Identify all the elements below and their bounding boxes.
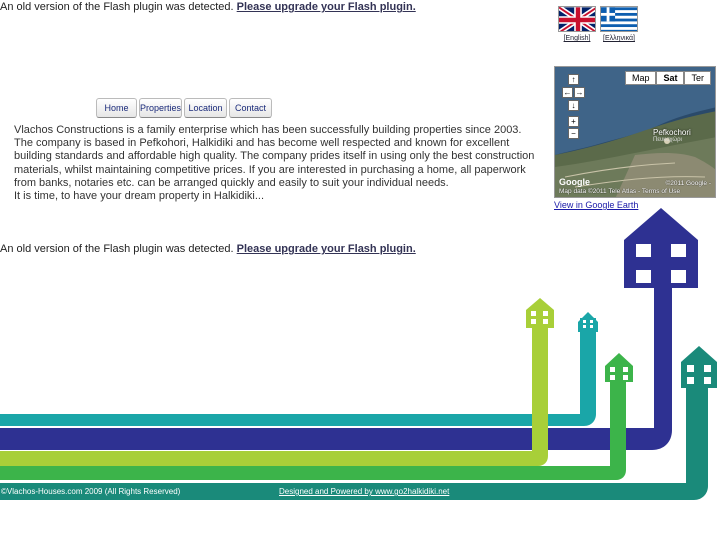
- terrain-button[interactable]: Ter: [684, 71, 711, 85]
- teal-stripe: [0, 318, 596, 426]
- lime-house-icon: [526, 298, 554, 328]
- location-map[interactable]: [554, 66, 716, 198]
- navy-house-icon: [624, 208, 698, 288]
- teal-house-icon: [578, 312, 598, 332]
- footer-copyright: ©Vlachos-Houses.com 2009 (All Rights Reserved): [1, 487, 181, 496]
- flash-upgrade-link-2[interactable]: Please upgrade your Flash plugin.: [236, 243, 416, 255]
- map-place-label: Pefkochori: [653, 128, 691, 137]
- tab-properties[interactable]: Properties: [139, 98, 182, 118]
- intro-text: [14, 124, 539, 203]
- tab-location[interactable]: Location: [184, 98, 227, 118]
- darkteal-house-icon: [681, 346, 717, 388]
- satellite-button[interactable]: Sat: [656, 71, 684, 85]
- pan-up-icon[interactable]: ↑: [568, 74, 579, 85]
- greek-flag-icon[interactable]: [600, 6, 638, 32]
- language-greek[interactable]: [600, 6, 638, 42]
- map-button[interactable]: Map: [625, 71, 657, 85]
- language-english[interactable]: [558, 6, 596, 42]
- uk-flag-icon[interactable]: [558, 6, 596, 32]
- pan-right-icon[interactable]: →: [575, 88, 584, 97]
- intro-closing: It is time, to have your dream property in Halkidiki...: [14, 190, 265, 203]
- flash-notice-text-2: An old version of the Flash plugin was detected.: [0, 243, 234, 255]
- pan-left-icon[interactable]: ←: [563, 88, 572, 97]
- map-copyright[interactable]: Map data ©2011 Tele Atlas - Terms of Use: [559, 188, 681, 195]
- language-greek-label[interactable]: [Ελληνικά]: [603, 35, 635, 42]
- tab-home[interactable]: Home: [96, 98, 137, 118]
- zoom-out-icon[interactable]: −: [568, 128, 579, 139]
- map-place-local-label: Πευκοχώρι: [653, 137, 682, 143]
- flash-upgrade-link[interactable]: Please upgrade your Flash plugin.: [236, 1, 416, 13]
- zoom-in-icon[interactable]: +: [568, 116, 579, 127]
- main-nav: [96, 98, 272, 118]
- map-copyright-google: ©2011 Google -: [665, 180, 711, 187]
- google-earth-link[interactable]: View in Google Earth: [554, 200, 639, 210]
- intro-paragraph: Vlachos Constructions is a family enterprise which has been successfully building properties since 2003. The company is based in Pefkohori, Halkidiki and has become well respected and known for excellent building standards and affordable high quality. The company prides itself in using only the best construction materials, whilst maintaining competitive prices. If you are interested in purchasing a home, all paperwork from banks, notaries etc. can be arranged quickly and easily to suit your individual needs.: [14, 124, 535, 189]
- map-type-buttons: [625, 71, 711, 85]
- tab-contact[interactable]: Contact: [229, 98, 272, 118]
- green-house-icon: [605, 353, 633, 382]
- language-english-label[interactable]: [English]: [563, 35, 591, 42]
- flash-notice-text: An old version of the Flash plugin was detected.: [0, 1, 234, 13]
- flash-notice: [0, 1, 416, 13]
- pan-down-icon[interactable]: ↓: [568, 100, 579, 111]
- footer-credit-link[interactable]: Designed and Powered by www.go2halkidiki.net: [279, 487, 450, 496]
- google-logo[interactable]: Google: [559, 177, 590, 187]
